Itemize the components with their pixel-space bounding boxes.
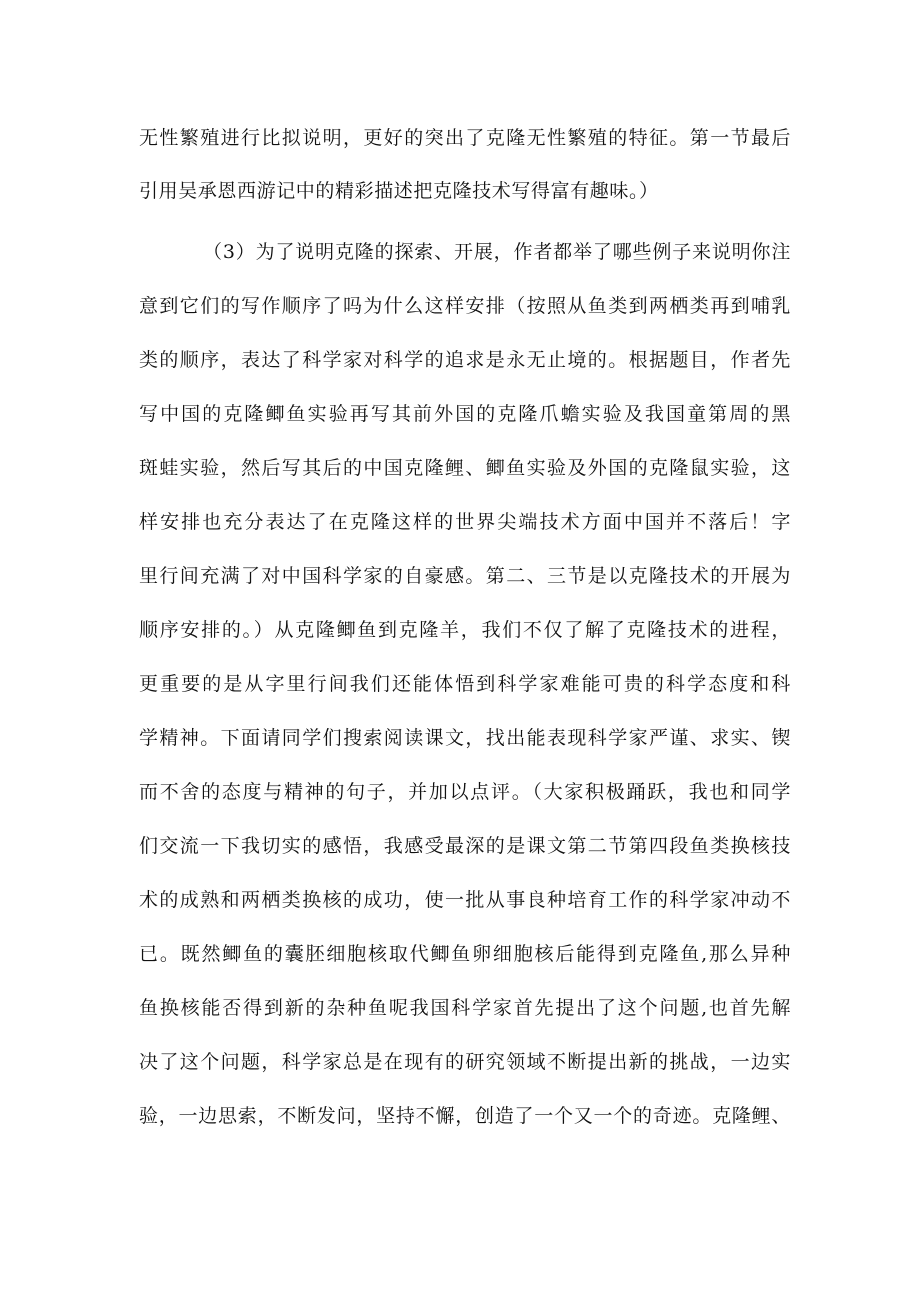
text-line: 类的顺序，表达了科学家对科学的追求是永无止境的。根据题目，作者先 <box>139 349 791 371</box>
text-line: 斑蛙实验，然后写其后的中国克隆鲤、鲫鱼实验及外国的克隆鼠实验，这 <box>139 457 791 479</box>
text-line: 鱼换核能否得到新的杂种鱼呢我国科学家首先提出了这个问题,也首先解 <box>139 997 791 1019</box>
paragraph-start-line: （3）为了说明克隆的探索、开展，作者都举了哪些例子来说明你注 <box>203 241 791 263</box>
text-line: 写中国的克隆鲫鱼实验再写其前外国的克隆爪蟾实验及我国童第周的黑 <box>139 403 791 425</box>
text-line: 已。既然鲫鱼的囊胚细胞核取代鲫鱼卵细胞核后能得到克隆鱼,那么异种 <box>139 943 791 965</box>
text-line: 术的成熟和两栖类换核的成功，使一批从事良种培育工作的科学家冲动不 <box>139 889 791 911</box>
text-line: 学精神。下面请同学们搜索阅读课文，找出能表现科学家严谨、求实、锲 <box>139 727 791 749</box>
text-line: 更重要的是从字里行间我们还能体悟到科学家难能可贵的科学态度和科 <box>139 673 791 695</box>
text-line: 里行间充满了对中国科学家的自豪感。第二、三节是以克隆技术的开展为 <box>139 565 791 587</box>
text-line: 顺序安排的。）从克隆鲫鱼到克隆羊，我们不仅了解了克隆技术的进程， <box>139 619 791 641</box>
text-line: 而不舍的态度与精神的句子，并加以点评。（大家积极踊跃，我也和同学 <box>139 781 791 803</box>
text-line: 们交流一下我切实的感悟，我感受最深的是课文第二节第四段鱼类换核技 <box>139 835 791 857</box>
text-line: 样安排也充分表达了在克隆这样的世界尖端技术方面中国并不落后！字 <box>139 511 791 533</box>
text-line: 意到它们的写作顺序了吗为什么这样安排（按照从鱼类到两栖类再到哺乳 <box>139 295 791 317</box>
text-line: 无性繁殖进行比拟说明，更好的突出了克隆无性繁殖的特征。第一节最后 <box>139 127 791 149</box>
text-line: 引用吴承恩西游记中的精彩描述把克隆技术写得富有趣味。） <box>139 180 659 202</box>
text-line: 验，一边思索，不断发问，坚持不懈，创造了一个又一个的奇迹。克隆鲤、 <box>139 1105 791 1127</box>
text-line: 决了这个问题，科学家总是在现有的研究领域不断提出新的挑战，一边实 <box>139 1051 791 1073</box>
